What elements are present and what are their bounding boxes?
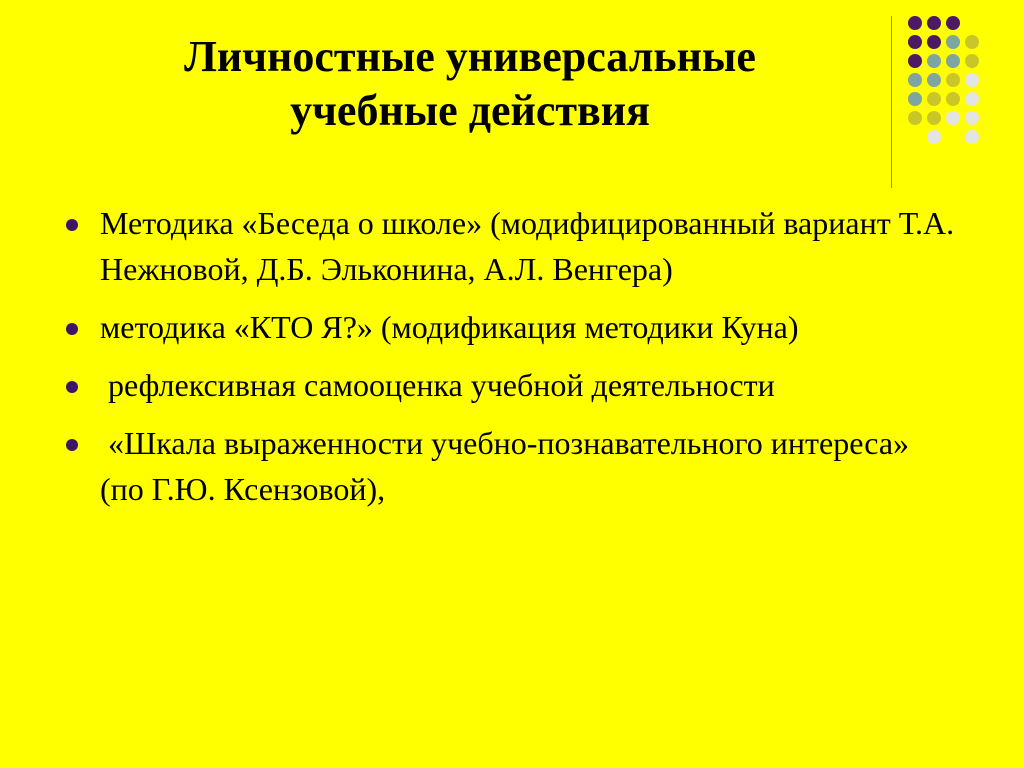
- decorative-dot: [946, 54, 960, 68]
- bullet-dot-icon: [66, 219, 78, 231]
- decorative-dot-grid: [902, 10, 1022, 170]
- decorative-dot: [965, 111, 979, 125]
- slide-title: [60, 30, 880, 138]
- bullet-item-4: [60, 420, 960, 512]
- bullet-dot-icon: [66, 439, 78, 451]
- bullet-item-2: [60, 304, 960, 350]
- bullet-dot-icon: [66, 323, 78, 335]
- slide-title-line-2: учебные действия: [290, 86, 650, 135]
- decorative-dot: [908, 92, 922, 106]
- decorative-dot: [965, 54, 979, 68]
- decorative-dot: [927, 130, 941, 144]
- decorative-dot: [927, 92, 941, 106]
- decorative-dot: [908, 16, 922, 30]
- decorative-dot: [927, 111, 941, 125]
- decorative-dot: [965, 130, 979, 144]
- bullet-text: Методика «Беседа о школе» (модифицированный вариант Т.А. Нежновой, Д.Б. Эльконина, А.Л. Венгера): [100, 205, 955, 287]
- decorative-dot: [965, 92, 979, 106]
- bullet-item-3: [60, 362, 960, 408]
- decorative-dot: [946, 35, 960, 49]
- decorative-dot: [927, 54, 941, 68]
- vertical-divider: [891, 16, 892, 188]
- bullet-text: «Шкала выраженности учебно-познавательного интереса» (по Г.Ю. Ксензовой),: [100, 425, 918, 507]
- decorative-dot: [927, 35, 941, 49]
- bullet-item-1: [60, 200, 960, 292]
- bullet-list: [60, 200, 960, 524]
- decorative-dot: [946, 111, 960, 125]
- decorative-dot: [946, 73, 960, 87]
- decorative-dot: [946, 16, 960, 30]
- bullet-text: рефлексивная самооценка учебной деятельности: [100, 367, 775, 403]
- decorative-dot: [908, 54, 922, 68]
- decorative-dot: [927, 73, 941, 87]
- decorative-dot: [927, 16, 941, 30]
- slide-title-line-1: Личностные универсальные: [184, 32, 756, 81]
- bullet-text: методика «КТО Я?» (модификация методики Куна): [100, 309, 799, 345]
- decorative-dot: [908, 111, 922, 125]
- decorative-dot: [965, 35, 979, 49]
- decorative-dot: [908, 35, 922, 49]
- bullet-dot-icon: [66, 381, 78, 393]
- decorative-dot: [908, 73, 922, 87]
- decorative-dot: [965, 73, 979, 87]
- decorative-dot: [946, 92, 960, 106]
